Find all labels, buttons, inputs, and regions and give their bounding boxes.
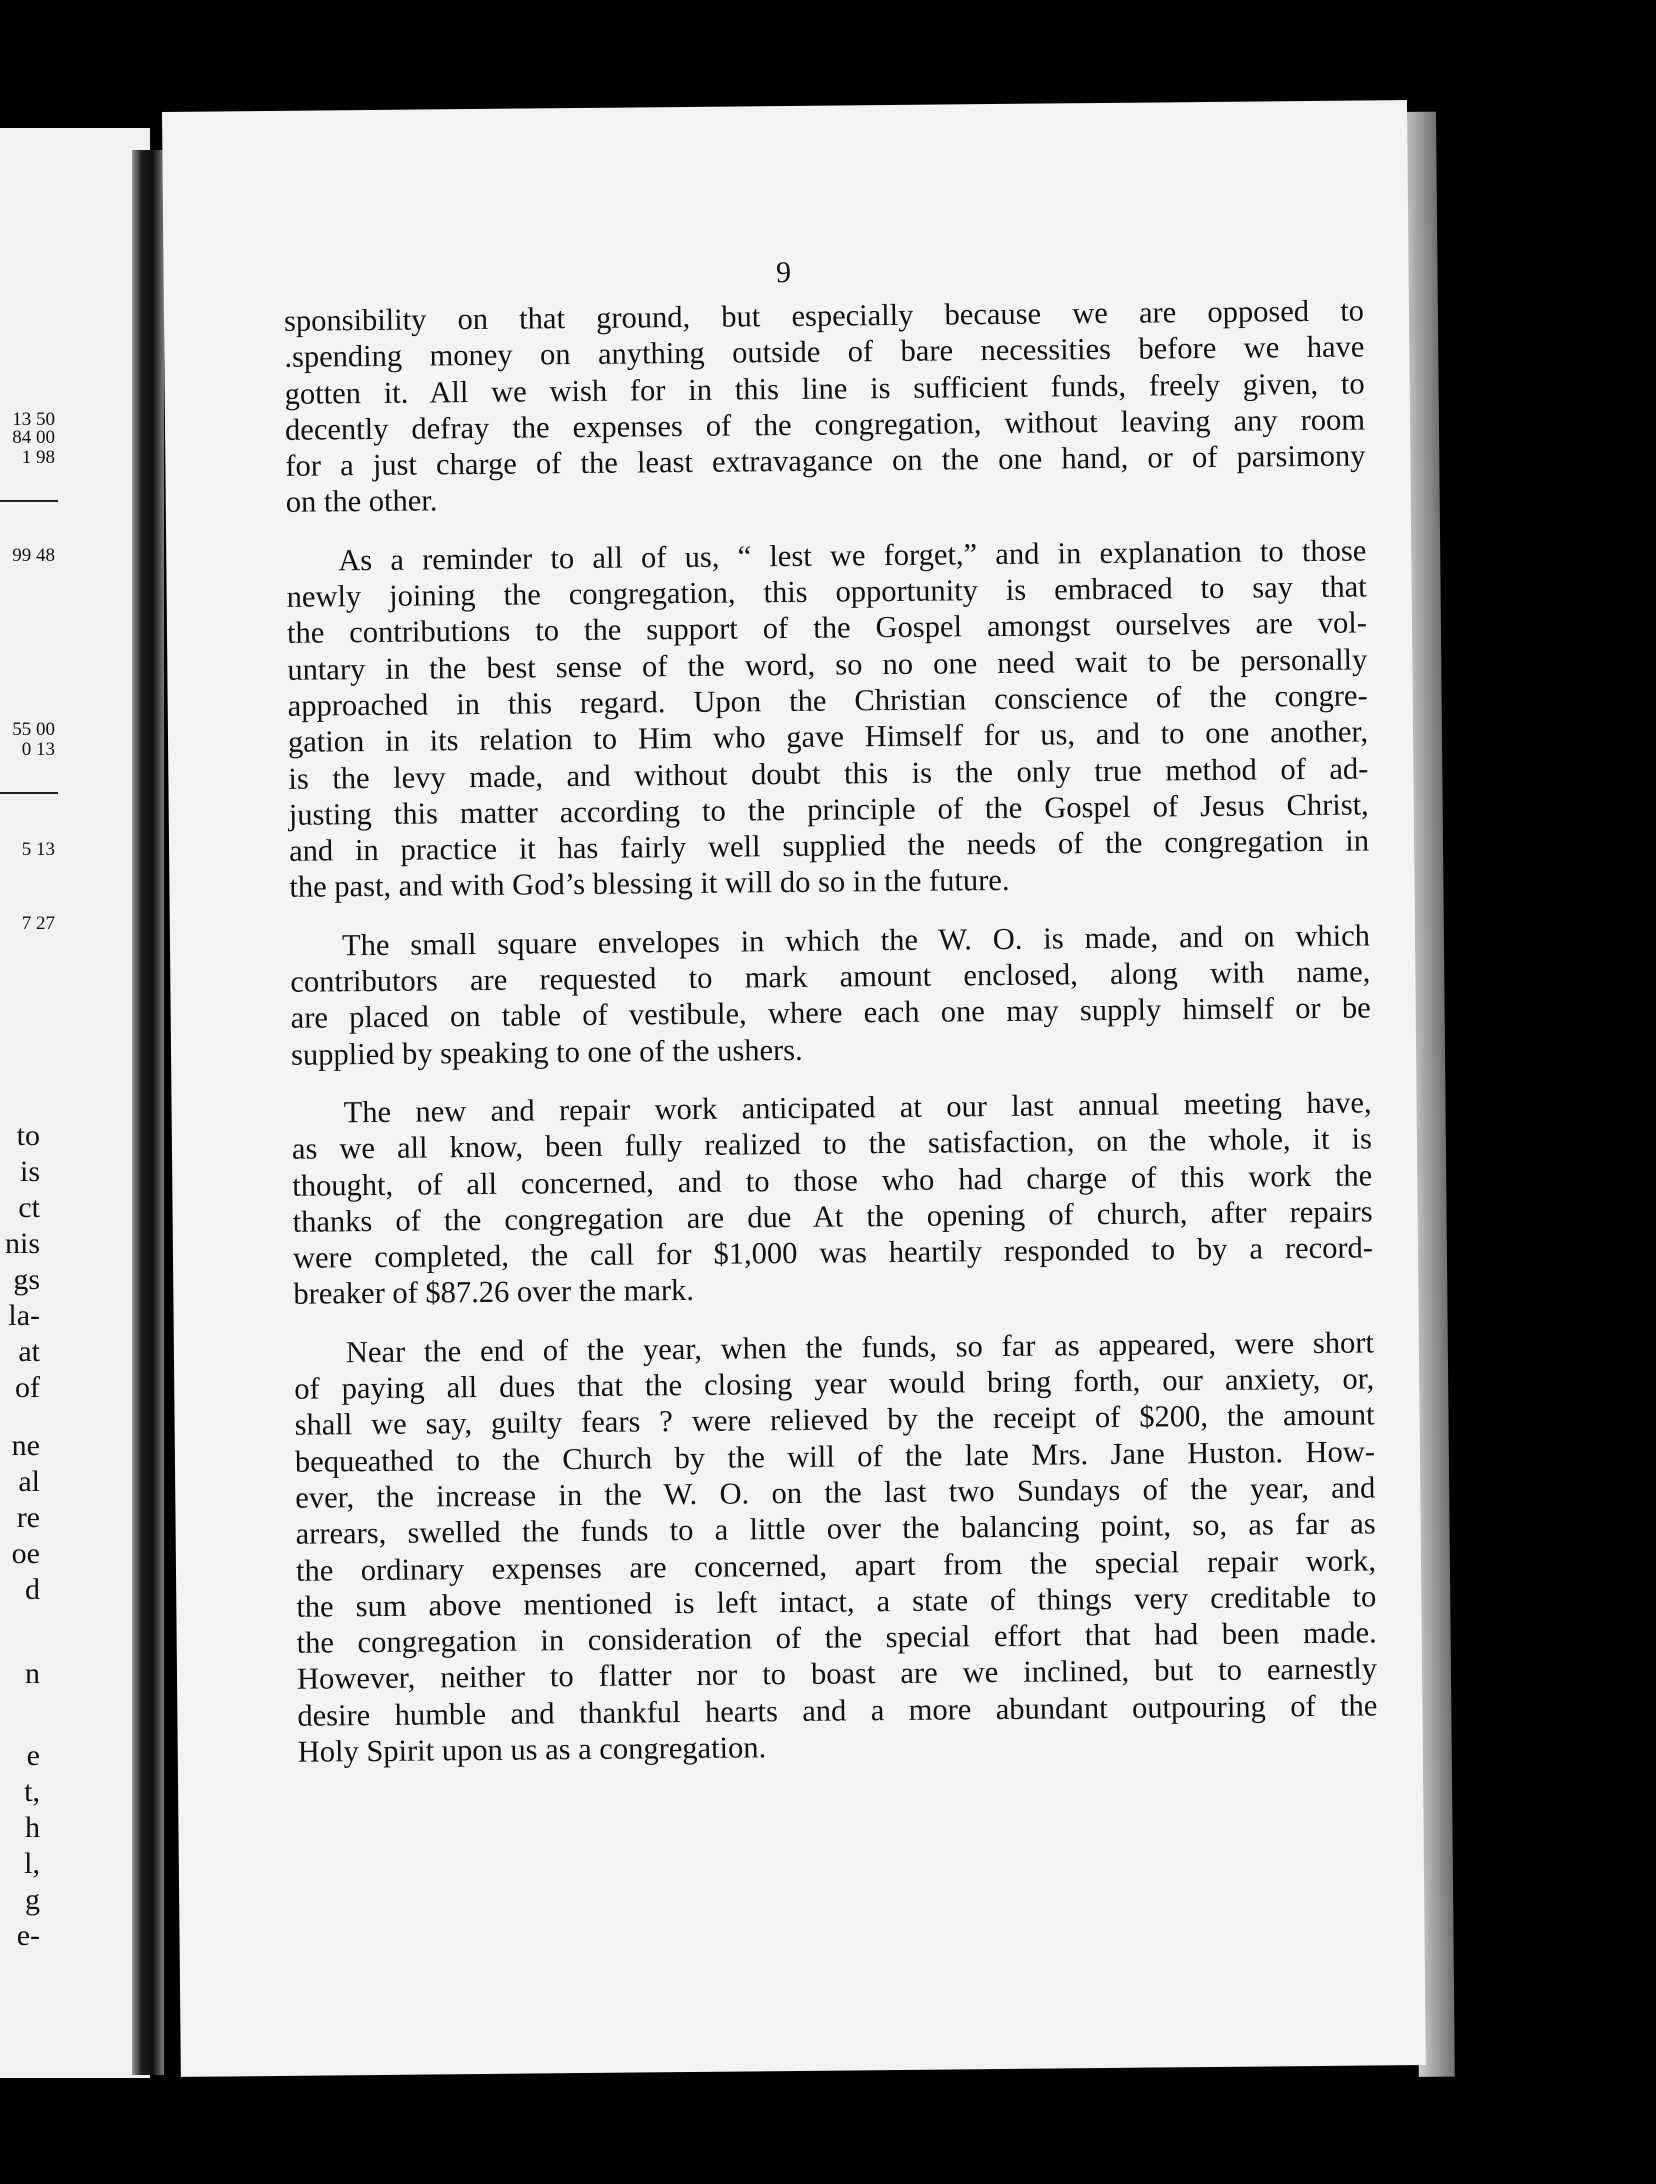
- left-amount: 55 00: [12, 719, 55, 740]
- text-line: ever, the increase in the W. O. on the last two Sundays of the year, and: [295, 1470, 1376, 1515]
- left-word-fragment: al: [18, 1465, 40, 1498]
- book-gutter: [132, 150, 164, 2075]
- text-line: arrears, swelled the funds to a little over the balancing point, so, as far as: [295, 1506, 1376, 1551]
- text-line: justing this matter according to the principle of the Gospel of Jesus Christ,: [288, 787, 1369, 832]
- text-line: decently defray the expenses of the congregation, without leaving any room: [284, 402, 1366, 447]
- text-line: the ordinary expenses are concerned, apart from the special repair work,: [295, 1542, 1377, 1588]
- text-line: The new and repair work anticipated at our last annual meeting have,: [343, 1085, 1372, 1130]
- left-word-fragment: re: [16, 1501, 40, 1534]
- text-line: untary in the best sense of the word, so no one need wait to be personally: [287, 642, 1368, 687]
- text-line: are placed on table of vestibule, where each one may supply himself or be: [290, 990, 1371, 1036]
- left-word-fragment: to: [16, 1119, 40, 1152]
- left-word-fragment: g: [25, 1883, 40, 1916]
- text-line: the congregation in consideration of the special effort that had been made.: [296, 1615, 1377, 1660]
- paragraph: [286, 532, 1369, 905]
- text-line: the contributions to the support of the Gospel amongst ourselves are vol-: [286, 605, 1368, 651]
- text-line: were completed, the call for $1,000 was heartily responded to by a record-: [292, 1230, 1374, 1275]
- left-page-fragments: [0, 128, 150, 2078]
- left-word-fragment: oe: [11, 1537, 40, 1570]
- left-amount: 84 00: [12, 427, 55, 448]
- left-word-fragment: l,: [24, 1847, 40, 1880]
- text-line: Holy Spirit upon us as a congregation.: [297, 1730, 767, 1769]
- text-line: sponsibility on that ground, but especially because we are opposed to: [283, 293, 1365, 338]
- text-line: contributors are requested to mark amount enclosed, along with name,: [290, 954, 1371, 999]
- left-word-fragment: gs: [13, 1263, 40, 1296]
- left-amount: 1 98: [21, 447, 55, 468]
- left-amount: 99 48: [12, 545, 55, 566]
- text-line: .spending money on anything outside of bare necessities before we have: [284, 329, 1365, 375]
- left-word-fragment: la-: [8, 1299, 40, 1332]
- left-word-fragment: at: [18, 1335, 40, 1368]
- text-line: bequeathed to the Church by the will of the late Mrs. Jane Huston. How-: [294, 1434, 1376, 1479]
- text-line: newly joining the congregation, this opportunity is embraced to say that: [286, 569, 1367, 614]
- text-line: the past, and with God’s blessing it will do so in the future.: [289, 863, 1010, 905]
- left-word-fragment: nis: [4, 1227, 40, 1260]
- text-line: gation in its relation to Him who gave Himself for us, and to one another,: [287, 714, 1369, 760]
- text-line: thought, of all concerned, and to those who had charge of this work the: [292, 1157, 1373, 1203]
- page-number: 9: [775, 255, 792, 290]
- left-word-fragment: t,: [24, 1775, 40, 1808]
- left-sum-rule: [0, 500, 58, 502]
- text-line: the sum above mentioned is left intact, a state of things very creditable to: [296, 1579, 1377, 1624]
- paragraph: [294, 1324, 1378, 1770]
- left-word-fragment: of: [15, 1371, 40, 1404]
- left-amount: 5 13: [21, 839, 55, 860]
- text-line: The small square envelopes in which the W. O. is made, and on which: [341, 918, 1371, 963]
- left-word-fragment: e-: [16, 1919, 40, 1952]
- page-body: [284, 292, 1378, 1792]
- text-line: As a reminder to all of us, “ lest we forget,” and in explanation to those: [338, 533, 1367, 578]
- paragraph: [291, 1084, 1373, 1312]
- paragraph: [290, 917, 1371, 1073]
- left-word-fragment: h: [25, 1811, 40, 1844]
- text-line: for a just charge of the least extravagance on the one hand, or of parsimony: [285, 438, 1366, 484]
- text-line: gotten it. All we wish for in this line is sufficient funds, freely given, to: [284, 366, 1365, 411]
- text-line: shall we say, guilty fears ? were relieved by the receipt of $200, the amount: [294, 1397, 1375, 1443]
- paragraph: [284, 292, 1366, 520]
- left-amount: 13 50: [12, 409, 55, 430]
- left-word-fragment: is: [19, 1155, 40, 1188]
- left-word-fragment: ct: [18, 1191, 40, 1224]
- text-line: is the levy made, and without doubt this is the only true method of ad-: [288, 751, 1369, 796]
- left-word-fragment: d: [25, 1573, 40, 1606]
- text-line: and in practice it has fairly well supplied the needs of the congregation in: [288, 823, 1370, 868]
- text-line: desire humble and thankful hearts and a more abundant outpouring of the: [297, 1688, 1378, 1733]
- text-line: However, neither to flatter nor to boast are we inclined, but to earnestly: [296, 1651, 1378, 1697]
- text-line: on the other.: [285, 483, 438, 520]
- text-line: supplied by speaking to one of the ushers.: [290, 1032, 803, 1072]
- text-line: breaker of $87.26 over the mark.: [293, 1273, 695, 1312]
- left-word-fragment: n: [25, 1657, 40, 1690]
- text-line: thanks of the congregation are due At the opening of church, after repairs: [292, 1194, 1373, 1239]
- text-line: Near the end of the year, when the funds, so far as appeared, were short: [345, 1325, 1375, 1370]
- text-line: as we all know, been fully realized to the satisfaction, on the whole, it is: [291, 1121, 1373, 1167]
- right-page: [162, 100, 1426, 2077]
- left-amount: 0 13: [21, 739, 55, 760]
- left-word-fragment: ne: [11, 1429, 40, 1462]
- text-line: approached in this regard. Upon the Christian conscience of the congre-: [287, 678, 1368, 723]
- left-sum-rule: [0, 792, 58, 794]
- text-line: of paying all dues that the closing year would bring forth, our anxiety, or,: [294, 1361, 1375, 1406]
- left-word-fragment: e: [26, 1739, 40, 1772]
- left-amount: 7 27: [21, 913, 55, 934]
